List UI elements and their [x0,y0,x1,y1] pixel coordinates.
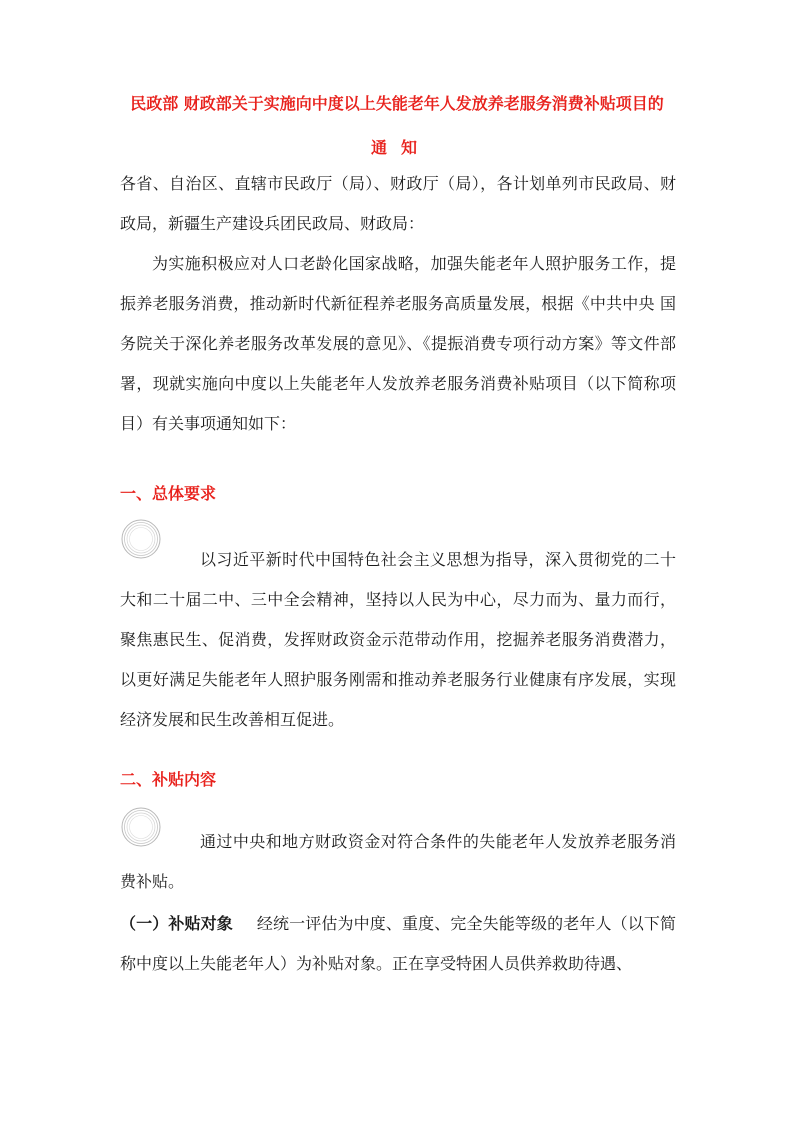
section-heading-subsidy-content: 二、补贴内容 [120,770,217,789]
section-1-paragraph: 以习近平新时代中国特色社会主义思想为指导，深入贯彻党的二十大和二十届二中、三中全会精神，坚持以人民为中心，尽力而为、量力而行，聚焦惠民生、促消费，发挥财政资金示范带动作用，挖掘养老服务消费潜力，以更好满足失能老年人照护服务刚需和推动养老服务行业健康有序发展，实现经济发展和民生改善相互促进。 [120,550,676,729]
section-heading-general-requirements: 一、总体要求 [120,484,217,503]
document-title-line-1: 民政部 财政部关于实施向中度以上失能老年人发放养老服务消费补贴项目的 [130,94,664,113]
document-title-line-2: 通知 [370,138,431,157]
section-2-paragraph: 通过中央和地方财政资金对符合条件的失能老年人发放养老服务消费补贴。 [120,832,676,891]
subsection-text: 经统一评估为中度、重度、完全失能等级的老年人（以下简称中度以上失能老年人）为补贴对象。正在享受特困人员供养救助待遇、 [120,914,676,973]
intro-paragraph: 为实施积极应对人口老龄化国家战略，加强失能老年人照护服务工作，提振养老服务消费，推动新时代新征程养老服务高质量发展，根据《中共中央 国务院关于深化养老服务改革发展的意见》、《提振消费专项行动方案》等文件部署，现就实施向中度以上失能老年人发放养老服务消费补贴项目（以下简称项目）有关事项通知如下： [120,254,676,433]
salutation-paragraph: 各省、自治区、直辖市民政厅（局）、财政厅（局），各计划单列市民政局、财政局，新疆生产建设兵团民政局、财政局： [120,174,676,233]
subsection-heading: （一）补贴对象 [120,914,233,933]
subsection-subsidy-recipients [120,904,676,984]
